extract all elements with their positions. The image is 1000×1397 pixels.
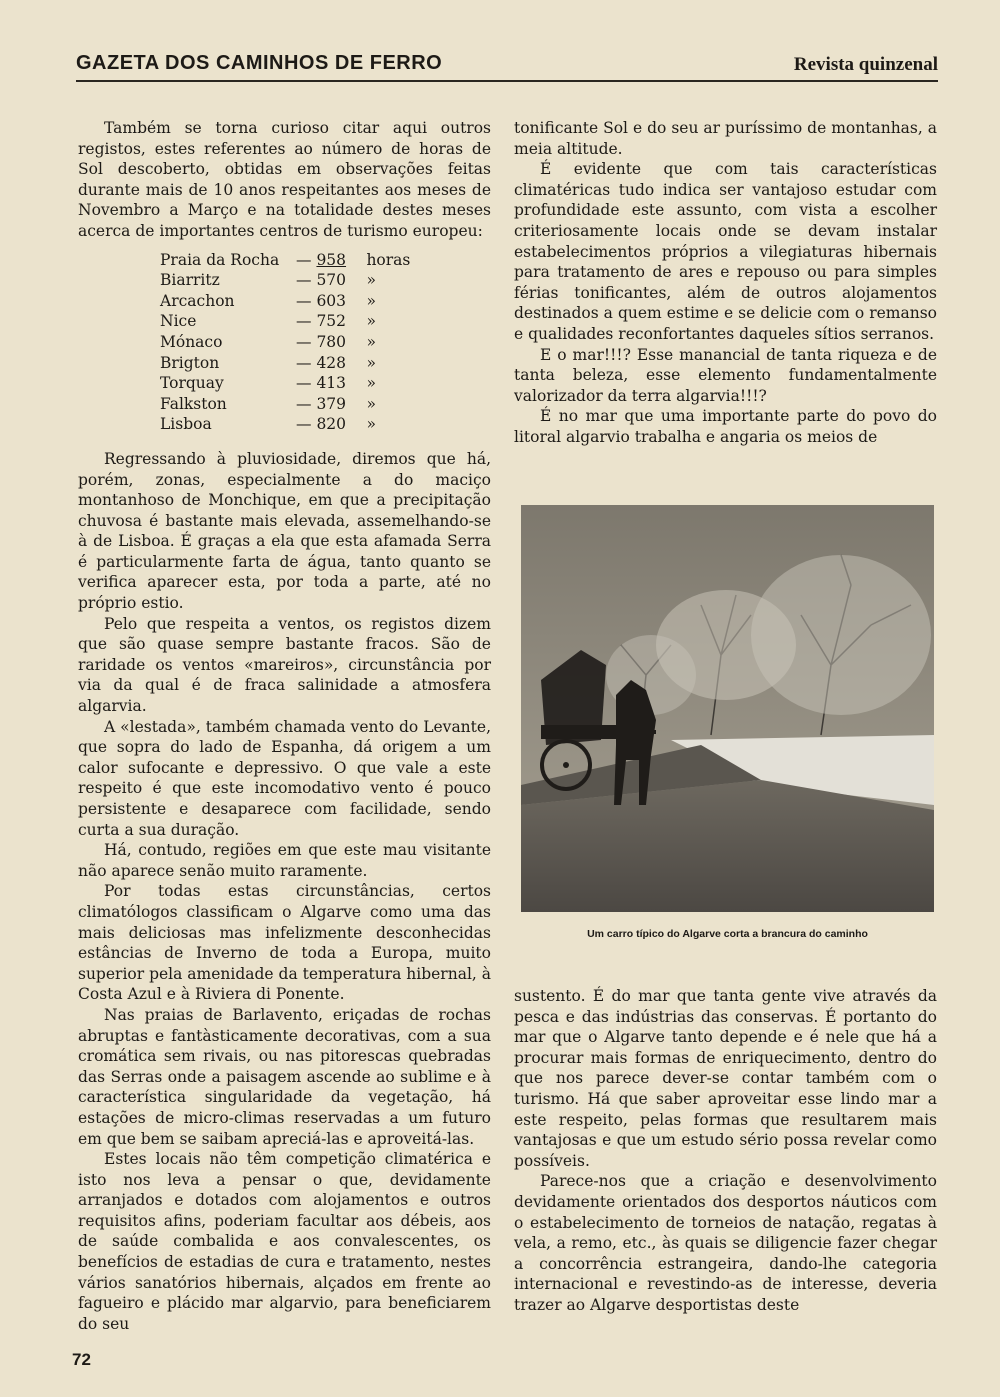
paragraph: sustento. É do mar que tanta gente vive através da pesca e das indústrias das conservas. É portanto do mar que o Algarve tanto depende e é nele que há a procurar mais formas de enriquecimento, dentro do que nos parece dever-se contar também com o turismo. Há que saber aproveitar esse lindo mar a este respeito, pelas formas que resultarem mais vantajosas e que um estudo sério possa revelar como possíveis. (514, 987, 937, 1170)
intro-paragraph: Também se torna curioso citar aqui outros registos, estes referentes ao número de horas de Sol descoberto, obtidas em observações feitas durante mais de 10 anos respeitantes aos meses de Novembro a Março e na totalidade destes meses acerca de importantes centros de turismo europeu: (78, 119, 491, 240)
table-row (160, 270, 491, 291)
table-dash: — (296, 415, 312, 434)
table-row (160, 250, 491, 271)
table-place: Lisboa (160, 415, 212, 434)
table-row (160, 332, 491, 353)
publication-subtitle: Revista quinzenal (793, 54, 938, 75)
table-place: Mónaco (160, 332, 223, 351)
table-row (160, 311, 491, 332)
right-column-top (514, 118, 937, 448)
table-row (160, 414, 491, 435)
paragraph: Parece-nos que a criação e desenvolvimento devidamente orientados dos desportos náuticos com o estabelecimento de torneios de natação, regatas à vela, a remo, etc., às quais se diligencie fazer chegar a concorrência estrangeira, dando-lhe categoria internacional e revestindo-as de interesse, deveria trazer ao Algarve desportistas deste (514, 1172, 937, 1314)
table-unit: » (366, 271, 376, 290)
table-dash: — (296, 332, 312, 351)
page-header (76, 52, 938, 82)
table-unit: » (366, 374, 376, 393)
table-value: 570 (316, 271, 347, 290)
paragraph: Por todas estas circunstâncias, certos climatólogos classificam o Algarve como uma das mais deliciosas mas infelizmente desconhecidas estâncias de Inverno de toda a Europa, muito superior pela amenidade da temperatura hibernal, à Costa Azul e à Riviera di Ponente. (78, 882, 491, 1004)
table-dash: — (296, 374, 312, 393)
table-value: 752 (316, 312, 347, 331)
table-row (160, 394, 491, 415)
table-place: Arcachon (160, 291, 235, 310)
sun-hours-table (160, 250, 491, 435)
table-value: 428 (316, 353, 347, 372)
publication-title: GAZETA DOS CAMINHOS DE FERRO (76, 52, 443, 74)
paragraph: Pelo que respeita a ventos, os registos dizem que são quase sempre bastante fracos. São de raridade os ventos «mareiros», circunstância por via da qual é de fraca salinidade a atmosfera algarvia. (78, 614, 491, 716)
table-value: 780 (316, 332, 347, 351)
paragraph: Nas praias de Barlavento, eriçadas de rochas abruptas e fantàsticamente decorativas, com a sua cromática sem rivais, ou nas pitorescas quebradas das Serras onde a paisagem ascende ao sublime e à característica singularidade da vegetação, há estações de micro-climas reservadas a um futuro em que bem se saibam apreciá-las e aproveitá-las. (78, 1005, 491, 1148)
table-value: 958 (316, 250, 347, 269)
table-row (160, 373, 491, 394)
paragraph: Estes locais não têm competição climatérica e isto nos leva a pensar o que, devidamente arranjados e dotados com alojamentos e outros requisitos afins, poderiam facultar aos débeis, aos de saúde combalida e aos convalescentes, os benefícios de estadias de cura e tratamento, nestes vários sanatórios hibernais, alçados em frente ao fagueiro e plácido mar algarvio, para beneficiarem do seu (78, 1150, 491, 1333)
table-dash: — (296, 291, 312, 310)
table-row (160, 291, 491, 312)
paragraph: Regressando à pluviosidade, diremos que há, porém, zonas, especialmente a do maciço montanhoso de Monchique, em que a precipitação chuvosa é bastante mais elevada, assemelhando-se à de Lisboa. É graças a ela que esta afamada Serra é particularmente farta de água, tanto quanto se verifica aparecer esta, por toda a parte, até no próprio estio. (78, 449, 491, 613)
paragraph: É evidente que com tais características climatéricas tudo indica ser vantajoso estudar com profundidade este assunto, com vista a escolher criteriosamente locais onde se devam instalar estabelecimentos próprios a vilegiaturas hibernais para tratamento de ares e repouso ou para simples férias tonificantes, além de outros alojamentos destinados a quem estime e se delicie com o remanso e qualidades reconfortantes daqueles sítios serranos. (514, 160, 937, 343)
cart-photo-image (521, 505, 934, 912)
paragraph: A «lestada», também chamada vento do Levante, que sopra do lado de Espanha, dá origem a um calor sufocante e depressivo. O que vale a este respeito é que este incomodativo vento é pouco persistente e desaparece com facilidade, sendo curta a sua duração. (78, 717, 491, 839)
table-place: Nice (160, 312, 197, 331)
paragraph: Há, contudo, regiões em que este mau visitante não aparece senão muito raramente. (78, 841, 491, 880)
table-dash: — (296, 250, 312, 269)
table-dash: — (296, 394, 312, 413)
table-dash: — (296, 312, 312, 331)
table-value: 820 (316, 415, 347, 434)
paragraph: tonificante Sol e do seu ar puríssimo de montanhas, a meia altitude. (514, 119, 937, 158)
table-place: Falkston (160, 394, 227, 413)
table-unit: » (366, 415, 376, 434)
table-row (160, 353, 491, 374)
cart-photo (521, 505, 934, 912)
table-value: 379 (316, 394, 347, 413)
table-place: Praia da Rocha (160, 250, 280, 269)
paragraph: É no mar que uma importante parte do povo do litoral algarvio trabalha e angaria os meios de (514, 407, 937, 446)
photo-caption: Um carro típico do Algarve corta a brancura do caminho (587, 928, 868, 940)
page-number: 72 (72, 1350, 91, 1369)
table-unit: horas (366, 250, 411, 269)
table-place: Torquay (160, 374, 224, 393)
paragraph: E o mar!!!? Esse manancial de tanta riqueza e de tanta beleza, esse elemento fundamentalmente valorizador da terra algarvia!!!? (514, 345, 937, 405)
table-unit: » (366, 353, 376, 372)
table-place: Biarritz (160, 271, 220, 290)
table-dash: — (296, 353, 312, 372)
table-unit: » (366, 332, 376, 351)
table-unit: » (366, 291, 376, 310)
table-unit: » (366, 394, 376, 413)
right-column-bottom (514, 986, 937, 1316)
table-dash: — (296, 271, 312, 290)
left-column (78, 118, 491, 1334)
table-place: Brigton (160, 353, 220, 372)
table-unit: » (366, 312, 376, 331)
table-value: 603 (316, 291, 347, 310)
table-value: 413 (316, 374, 347, 393)
